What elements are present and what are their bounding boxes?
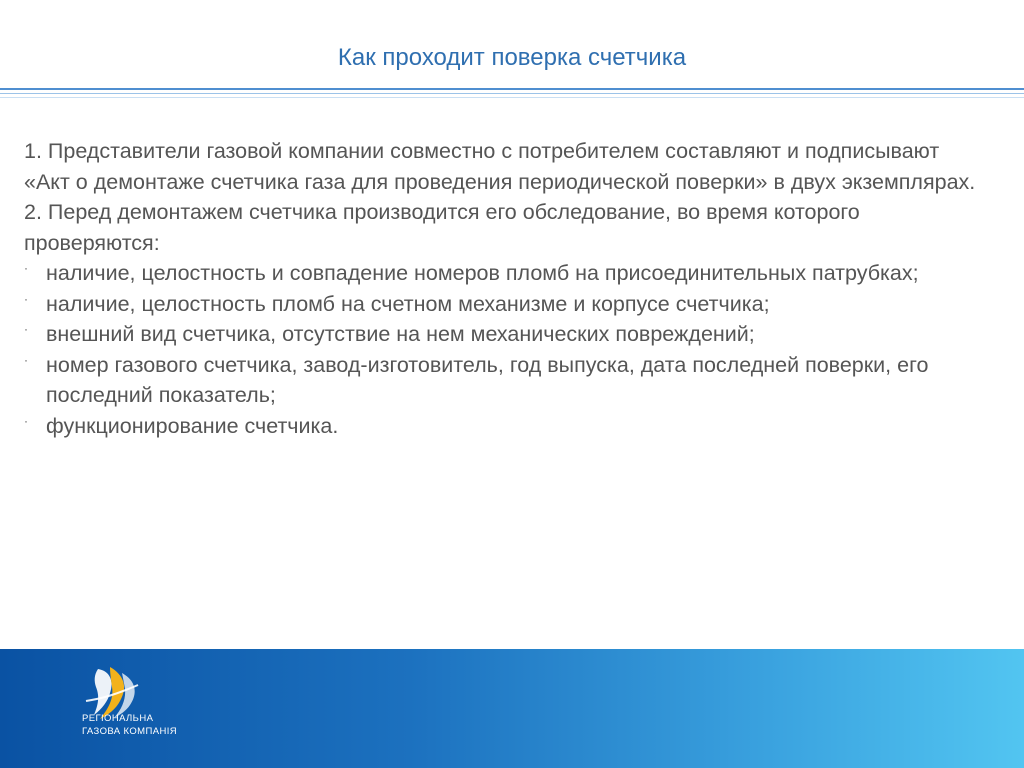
checklist-item-text: наличие, целостность пломб на счетном механизме и корпусе счетчика; [46,291,770,316]
bullet-icon: · [24,352,28,367]
slide-body [24,136,984,441]
title-divider-primary [0,88,1024,90]
paragraph-1: 1. Представители газовой компании совместно с потребителем составляют и подписывают «Акт о демонтаже счетчика газа для проведения периодической поверки» в двух экземплярах. [24,139,976,194]
title-divider-secondary [0,93,1024,94]
footer-band [0,649,1024,768]
bullet-icon: · [24,291,28,306]
company-name-line-2: ГАЗОВА КОМПАНІЯ [82,726,178,737]
checklist-item-text: внешний вид счетчика, отсутствие на нем механических повреждений; [46,322,755,346]
checklist-item-text: номер газового счетчика, завод-изготовитель, год выпуска, дата последней поверки, его последний показатель; [46,352,929,407]
company-name [82,712,177,738]
slide-title: Как проходит поверка счетчика [337,44,687,71]
checklist-item-text: наличие, целостность и совпадение номеров пломб на присоединительных патрубках; [46,261,919,285]
paragraph-2: 2. Перед демонтажем счетчика производится его обследование, во время которого проверяются: [24,200,860,255]
company-name-line-1: РЕГІОНАЛЬНА [82,713,154,724]
bullet-icon: · [24,261,28,275]
checklist-item [24,319,984,350]
title-divider-tertiary [0,97,1024,98]
bullet-icon: · [24,322,28,336]
bullet-icon: · [24,413,28,428]
checklist-item [24,258,984,289]
checklist-item-text: функционирование счетчика. [46,413,339,438]
checklist [24,258,984,441]
checklist-item [24,289,984,320]
checklist-item [24,411,984,442]
checklist-item [24,350,984,411]
